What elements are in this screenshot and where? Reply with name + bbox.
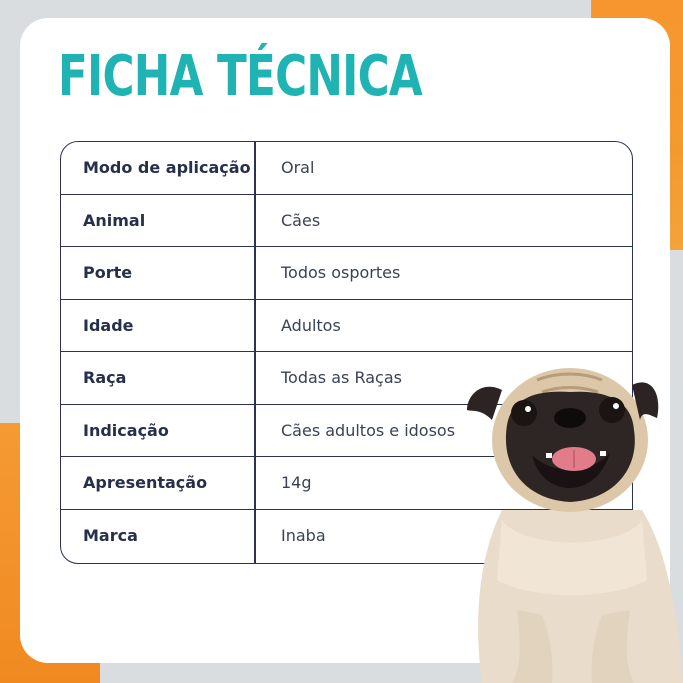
table-row bbox=[61, 247, 632, 300]
row-value: Todos osportes bbox=[281, 263, 401, 283]
row-label: Porte bbox=[83, 263, 133, 283]
table-row bbox=[61, 195, 632, 248]
row-value: Inaba bbox=[281, 526, 326, 546]
page-title: FICHA TÉCNICA bbox=[58, 44, 422, 109]
row-label: Animal bbox=[83, 210, 146, 230]
row-value: Oral bbox=[281, 158, 315, 178]
row-label: Marca bbox=[83, 526, 138, 546]
row-label: Indicação bbox=[83, 420, 169, 440]
table-row bbox=[61, 142, 632, 195]
row-value: Cães bbox=[281, 210, 321, 230]
row-value: 14g bbox=[281, 473, 312, 493]
row-value: Cães adultos e idosos bbox=[281, 420, 456, 440]
row-value: Todas as Raças bbox=[281, 368, 402, 388]
table-row bbox=[61, 300, 632, 353]
row-label: Modo de aplicação bbox=[83, 158, 251, 178]
row-value: Adultos bbox=[281, 315, 341, 335]
row-label: Idade bbox=[83, 315, 134, 335]
pug-dog-image bbox=[462, 350, 683, 683]
row-label: Raça bbox=[83, 368, 127, 388]
row-label: Apresentação bbox=[83, 473, 208, 493]
